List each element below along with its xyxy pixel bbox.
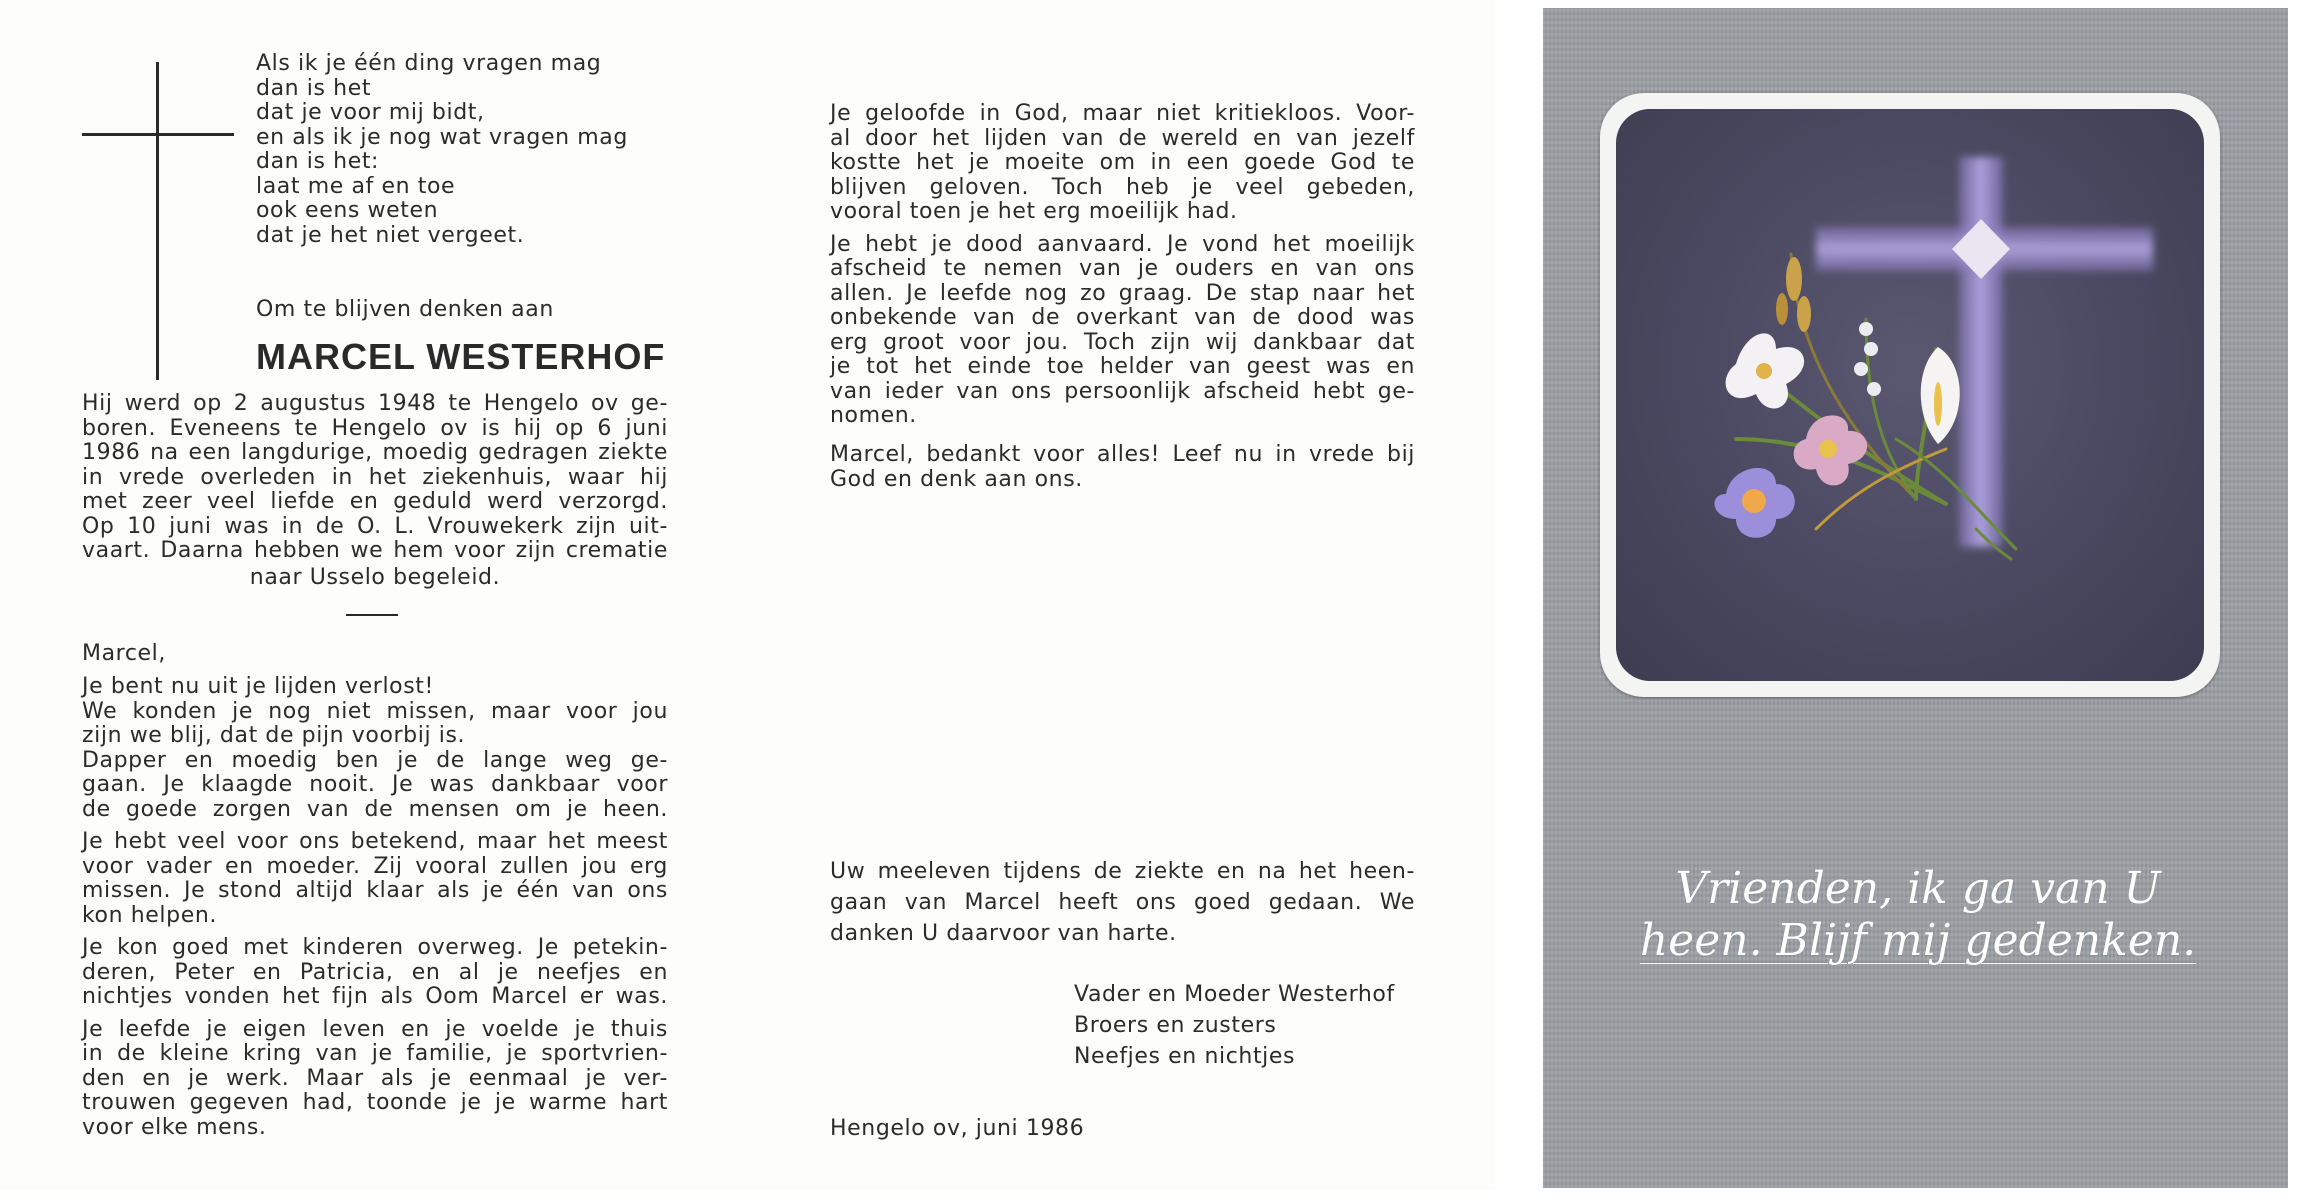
faith-line: vooral toen je het erg moeilijk had.: [830, 199, 1238, 224]
letter-line: We konden je nog niet missen, maar voor jou: [82, 698, 668, 724]
peace-line: Marcel, bedankt voor alles! Leef nu in vrede bij: [830, 442, 1415, 467]
bio-line: met zeer veel liefde en geduld werd verzorgd.: [82, 489, 668, 514]
letter-line: nichtjes vonden het fijn als Oom Marcel er was.: [82, 984, 668, 1009]
poem-line: en als ik je nog wat vragen mag: [256, 124, 628, 150]
letter-line: deren, Peter en Patricia, en al je neefjes en: [82, 959, 668, 985]
faith-line: Je hebt je dood aanvaard. Je vond het moeilijk: [830, 231, 1415, 257]
letter-line: zijn we blij, dat de pijn voorbij is.: [82, 723, 466, 748]
thanks-line: gaan van Marcel heeft ons goed gedaan. We: [830, 890, 1415, 915]
card-cover: [1543, 8, 2288, 1188]
letter-line: kon helpen.: [82, 902, 217, 928]
faith-line: allen. Je leefde nog zo graag. De stap naar het: [830, 280, 1415, 306]
cross-icon-horizontal: [82, 133, 234, 136]
bio-line: vaart. Daarna hebben we hem voor zijn crematie: [82, 538, 668, 563]
signer-line: Broers en zusters: [1074, 1013, 1277, 1038]
letter-line: Je leefde je eigen leven en je voelde je thuis: [82, 1016, 668, 1042]
poem-line: ook eens weten: [256, 198, 439, 223]
poem-line: Als ik je één ding vragen mag: [256, 51, 602, 76]
letter-line: Je kon goed met kinderen overweg. Je petekin-: [82, 935, 668, 960]
signer-line: Vader en Moeder Westerhof: [1074, 982, 1395, 1007]
poem-line: dat je voor mij bidt,: [256, 100, 485, 125]
faith-line: erg groot voor jou. Toch zijn wij dankbaar dat: [830, 329, 1415, 355]
divider: [346, 614, 398, 616]
poem-line: dat je het niet vergeet.: [256, 222, 525, 248]
letter-line: voor elke mens.: [82, 1114, 267, 1140]
left-page: [0, 0, 745, 1190]
signers: [1074, 979, 1395, 1072]
bio-line: in vrede overleden in het ziekenhuis, waar hij: [82, 464, 668, 490]
cross-flowers-picture: [1616, 109, 2204, 681]
cross-icon-vertical: [156, 62, 159, 380]
motto-line: heen. Blijf mij gedenken.: [1639, 915, 2197, 966]
letter-line: missen. Je stond altijd klaar als je één van ons: [82, 878, 668, 903]
letter-line: den en je werk. Maar als je eenmaal je ver-: [82, 1065, 668, 1091]
letter-line: Je hebt veel voor ons betekend, maar het meest: [82, 829, 668, 854]
faith-line: onbekende van de overkant van de dood was: [830, 305, 1415, 330]
peace-line: God en denk aan ons.: [830, 466, 1083, 492]
signer-line: Neefjes en nichtjes: [1074, 1044, 1296, 1069]
letter-line: in de kleine kring van je familie, je sportvrien-: [82, 1041, 668, 1066]
poem-line: laat me af en toe: [256, 173, 456, 199]
bio-line: boren. Eveneens te Hengelo ov is hij op 6 juni: [82, 415, 668, 441]
poem: [256, 52, 628, 248]
bio-last-line: naar Usselo begeleid.: [249, 565, 501, 590]
thanks-line: Uw meeleven tijdens de ziekte en na het heen-: [830, 859, 1415, 884]
letter-line: de goede zorgen van de mensen om je heen.: [82, 796, 668, 822]
faith-line: blijven geloven. Toch heb je veel gebeden,: [830, 174, 1415, 200]
poem-line: dan is het: [256, 75, 372, 101]
faith-line: afscheid te nemen van je ouders en van ons: [830, 256, 1415, 281]
bio-line: Hij werd op 2 augustus 1948 te Hengelo ov ge-: [82, 391, 668, 416]
letter-line: voor vader en moeder. Zij vooral zullen jou erg: [82, 853, 668, 879]
peace-paragraph: [830, 443, 1415, 492]
cross-with-flowers-illustration: [1616, 109, 2204, 681]
faith-line: kostte het je moeite om in een goede God te: [830, 150, 1415, 175]
letter: [82, 675, 668, 1140]
letter-line: Dapper en moedig ben je de lange weg ge-: [82, 747, 668, 773]
bio-line: 1986 na een langdurige, moedig gedragen ziekte: [82, 440, 668, 465]
remember-line: Om te blijven denken aan: [256, 297, 554, 322]
middle-page: [745, 0, 1495, 1190]
faith-line: van ieder van ons persoonlijk afscheid hebt ge-: [830, 378, 1415, 404]
thanks-line: danken U daarvoor van harte.: [830, 921, 1177, 946]
picture-frame: [1600, 93, 2220, 697]
faith-paragraphs: [830, 102, 1415, 429]
letter-line: Je bent nu uit je lijden verlost!: [82, 674, 434, 699]
faith-line: je tot het einde toe helder van geest was en: [830, 354, 1415, 379]
thanks-paragraph: [830, 856, 1415, 949]
faith-line: nomen.: [830, 403, 917, 428]
letter-line: gaan. Je klaagde nooit. Je was dankbaar voor: [82, 772, 668, 797]
salutation: Marcel,: [82, 641, 166, 666]
deceased-name: MARCEL WESTERHOF: [256, 336, 666, 377]
letter-line: trouwen gegeven had, toonde je je warme hart: [82, 1090, 668, 1115]
bio-line: Op 10 juni was in de O. L. Vrouwekerk zijn uit-: [82, 513, 668, 539]
biography: [82, 392, 668, 564]
motto: [1638, 863, 2198, 967]
faith-line: Je geloofde in God, maar niet kritiekloos. Voor-: [830, 101, 1415, 126]
faith-line: al door het lijden van de wereld en van jezelf: [830, 125, 1415, 151]
poem-line: dan is het:: [256, 149, 380, 174]
place-date: Hengelo ov, juni 1986: [830, 1116, 1085, 1141]
motto-line: Vrienden, ik ga van U: [1675, 863, 2161, 914]
